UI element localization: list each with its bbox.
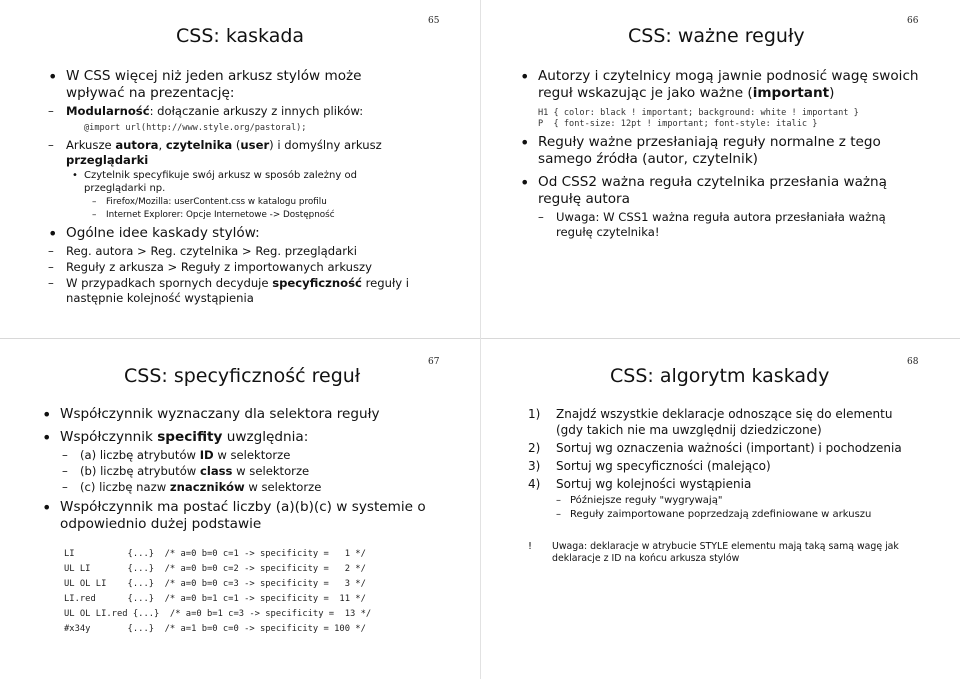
page-number: 66: [907, 16, 919, 26]
code-line: UL LI {...} /* a=0 b=0 c=2 -> specificity = 2 */: [64, 564, 366, 574]
bullet: • Od CSS2 ważna reguła czytelnika przesłania ważną regułę autora: [520, 174, 920, 208]
page-number: 65: [428, 16, 440, 26]
specificity-code-block: [64, 547, 442, 637]
code-line: #x34y {...} /* a=1 b=0 c=0 -> specificity = 100 */: [64, 624, 366, 634]
slide-title: CSS: ważne reguły: [628, 25, 805, 47]
sub-sub-bullet: • Czytelnik specyfikuje swój arkusz w sposób zależny od przeglądarki np.: [68, 169, 420, 195]
bullet: • Ogólne idee kaskady stylów:: [48, 225, 420, 242]
sub-bullet: – (c) liczbę nazw znaczników w selektorze: [62, 480, 442, 495]
sub-item: – Reguły zaimportowane poprzedzają zdefiniowane w arkuszu: [556, 508, 918, 521]
slide-title: CSS: specyficzność reguł: [124, 365, 361, 387]
sub-bullet: – Arkusze autora, czytelnika (user) i domyślny arkusz przeglądarki: [48, 138, 420, 168]
numbered-item: 1) Znajdź wszystkie deklaracje odnoszące się do elementu (gdy takich nie ma uwzględnij dziedziczone): [528, 407, 893, 437]
code-line: @import url(http://www.style.org/pastoral);: [84, 123, 307, 133]
page-number: 67: [428, 357, 440, 367]
sub-bullet: – (b) liczbę atrybutów class w selektorze: [62, 464, 442, 479]
code-line: UL OL LI {...} /* a=0 b=0 c=3 -> specificity = 3 */: [64, 579, 366, 589]
slide-content: [520, 66, 920, 241]
page-number: 68: [907, 357, 919, 367]
slide-65: [0, 0, 480, 339]
detail-item: – Firefox/Mozilla: userContent.css w katalogu profilu: [92, 196, 420, 208]
numbered-item: 4) Sortuj wg kolejności wystąpienia: [528, 477, 752, 491]
numbered-item: 2) Sortuj wg oznaczenia ważności (important) i pochodzenia: [528, 441, 902, 455]
numbered-item: 3) Sortuj wg specyficzności (malejąco): [528, 459, 771, 473]
bullet: • Współczynnik specifity uwzględnia:: [42, 429, 442, 446]
sub-item: – Późniejsze reguły "wygrywają": [556, 494, 918, 507]
sub-bullet: – Reg. autora > Reg. czytelnika > Reg. przeglądarki: [48, 244, 420, 259]
code-line: H1 { color: black ! important; background: white ! important }: [538, 108, 859, 118]
bullet: • W CSS więcej niż jeden arkusz stylów może wpływać na prezentację:: [48, 68, 420, 102]
slide-content: [42, 404, 442, 637]
bullet: • Reguły ważne przesłaniają reguły normalne z tego samego źródła (autor, czytelnik): [520, 134, 920, 168]
note: ! Uwaga: deklaracje w atrybucie STYLE elementu mają taką samą wagę jak deklaracje z ID na końcu arkusza stylów: [528, 541, 899, 564]
slide-66: [480, 0, 960, 339]
code-line: LI {...} /* a=0 b=0 c=1 -> specificity = 1 */: [64, 549, 366, 559]
bullet: • Współczynnik ma postać liczby (a)(b)(c) w systemie o odpowiednio dużej podstawie: [42, 499, 442, 533]
slide-68: [480, 340, 960, 679]
slide-67: [0, 340, 480, 679]
sub-bullet: – Reguły z arkusza > Reguły z importowanych arkuszy: [48, 260, 420, 275]
slide-content: [48, 66, 420, 307]
code-line: UL OL LI.red {...} /* a=0 b=1 c=3 -> specificity = 13 */: [64, 609, 372, 619]
sub-bullet: – (a) liczbę atrybutów ID w selektorze: [62, 448, 442, 463]
sub-bullet: – Uwaga: W CSS1 ważna reguła autora przesłaniała ważną regułę czytelnika!: [538, 210, 920, 240]
detail-item: – Internet Explorer: Opcje Internetowe -> Dostępność: [92, 209, 420, 221]
exclamation-icon: !: [528, 541, 533, 552]
sub-bullet: – W przypadkach spornych decyduje specyficzność reguły i następnie kolejność wystąpienia: [48, 276, 420, 306]
bullet: • Współczynnik wyznaczany dla selektora reguły: [42, 406, 442, 423]
bullet: • Autorzy i czytelnicy mogą jawnie podnosić wagę swoich reguł wskazując je jako ważne (important): [520, 68, 920, 102]
slide-title: CSS: kaskada: [176, 25, 305, 47]
code-line: LI.red {...} /* a=0 b=1 c=1 -> specificity = 11 */: [64, 594, 366, 604]
slide-content: [528, 404, 918, 565]
slide-title: CSS: algorytm kaskady: [610, 365, 830, 387]
code-line: P { font-size: 12pt ! important; font-style: italic }: [538, 119, 818, 129]
sub-bullet: – Modularność: dołączanie arkuszy z innych plików:: [48, 104, 420, 119]
